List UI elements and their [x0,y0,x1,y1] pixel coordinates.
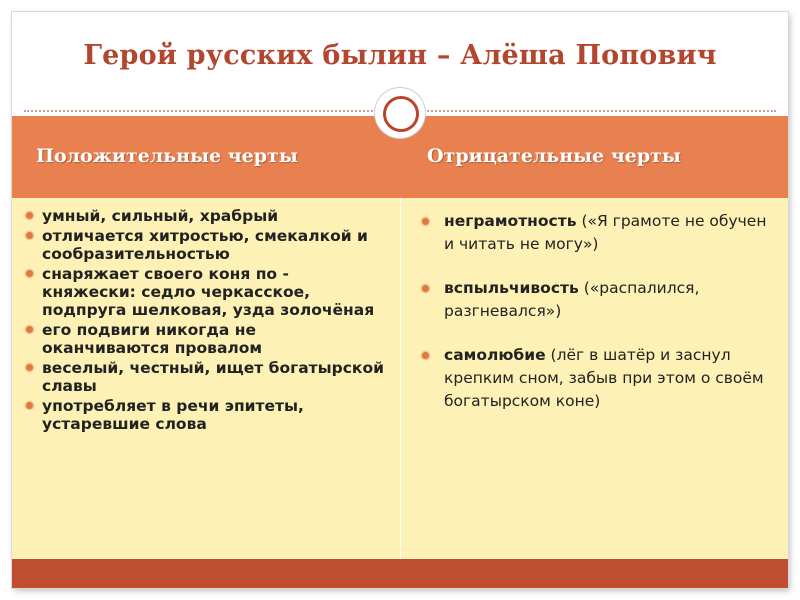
bullet-icon [26,212,33,219]
list-item [24,227,384,263]
positive-trait-text: его подвиги никогда не оканчиваются провалом [42,321,263,357]
negative-trait-term: самолюбие [444,346,546,364]
bullet-icon [26,402,33,409]
negative-trait-term: неграмотность [444,212,577,230]
bullet-icon [422,352,429,359]
list-item [24,207,384,225]
positive-trait-text: снаряжает своего коня по - княжески: седло черкасское, подпруга шелковая, узда золочёная [42,265,375,319]
bullet-icon [26,232,33,239]
bullet-icon [422,285,429,292]
positive-trait-text: веселый, честный, ищет богатырской славы [42,359,384,395]
bullet-icon [26,326,33,333]
negative-trait-detail: (лёг в шатёр и заснул крепким сном, забыв при этом о своём богатырском коне) [444,346,764,410]
negative-trait-detail: («Я грамоте не обучен и читать не могу») [444,212,767,253]
bullet-icon [26,364,33,371]
positive-traits-header: Положительные черты [36,145,298,167]
footer-band [12,559,788,588]
positive-trait-text: умный, сильный, храбрый [42,207,279,225]
list-item [24,397,384,433]
negative-traits-header: Отрицательные черты [427,145,681,167]
list-item [24,265,384,319]
list-item [418,277,778,323]
circle-ring [383,96,419,132]
circle-ornament-icon [375,88,425,138]
bullet-icon [26,270,33,277]
column-separator [400,198,401,559]
list-item [24,359,384,395]
positive-traits-list [24,207,384,435]
negative-trait-detail: («распалился, разгневался») [444,279,700,320]
list-item [418,210,778,256]
list-item [24,321,384,357]
slide-title: Герой русских былин – Алёша Попович [83,40,717,71]
positive-trait-text: отличается хитростью, смекалкой и сообразительностью [42,227,368,263]
bullet-icon [422,218,429,225]
negative-trait-term: вспыльчивость [444,279,579,297]
list-item [418,344,778,413]
negative-traits-list [418,210,778,434]
positive-trait-text: употребляет в речи эпитеты, устаревшие слова [42,397,304,433]
